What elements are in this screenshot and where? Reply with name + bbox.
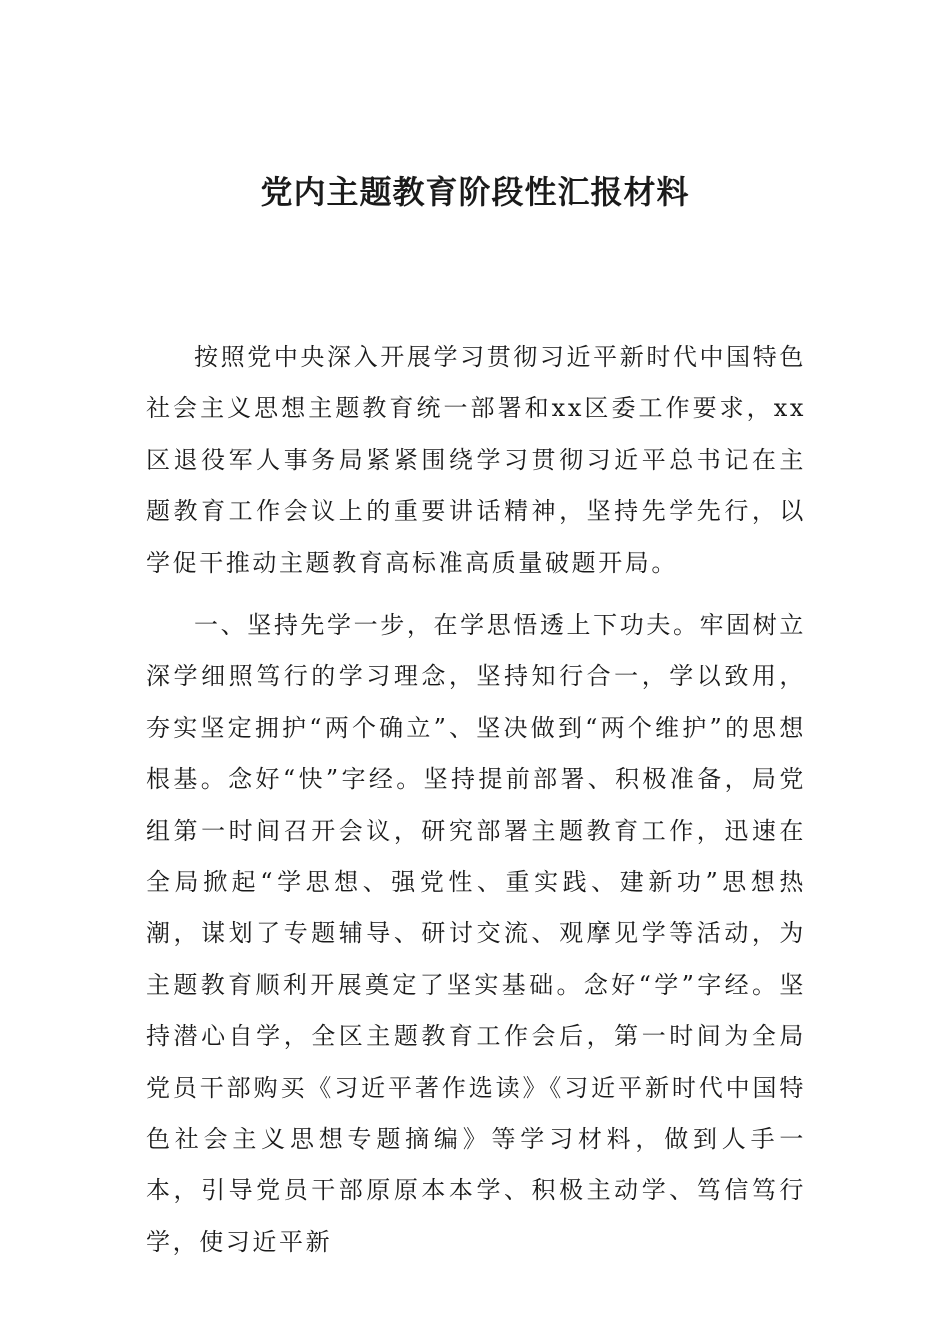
paragraph-section-one: 一、坚持先学一步，在学思悟透上下功夫。牢固树立深学细照笃行的学习理念，坚持知行合一，学以致用，夯实坚定拥护“两个确立”、坚决做到“两个维护”的思想根基。念好“快”字经。坚持提前部署、积极准备，局党组第一时间召开会议，研究部署主题教育工作，迅速在全局掀起“学思想、强党性、重实践、建新功”思想热潮，谋划了专题辅导、研讨交流、观摩见学等活动，为主题教育顺利开展奠定了坚实基础。念好“学”字经。坚持潜心自学，全区主题教育工作会后，第一时间为全局党员干部购买《习近平著作选读》《习近平新时代中国特色社会主义思想专题摘编》等学习材料，做到人手一本，引导党员干部原原本本学、积极主动学、笃信笃行学，使习近平新 [146, 611, 806, 1256]
paragraph-intro: 按照党中央深入开展学习贯彻习近平新时代中国特色社会主义思想主题教育统一部署和xx区委工作要求，xx区退役军人事务局紧紧围绕学习贯彻习近平总书记在主题教育工作会议上的重要讲话精神，坚持先学先行，以学促干推动主题教育高标准高质量破题开局。 [146, 343, 806, 577]
document-title: 党内主题教育阶段性汇报材料 [260, 173, 690, 211]
